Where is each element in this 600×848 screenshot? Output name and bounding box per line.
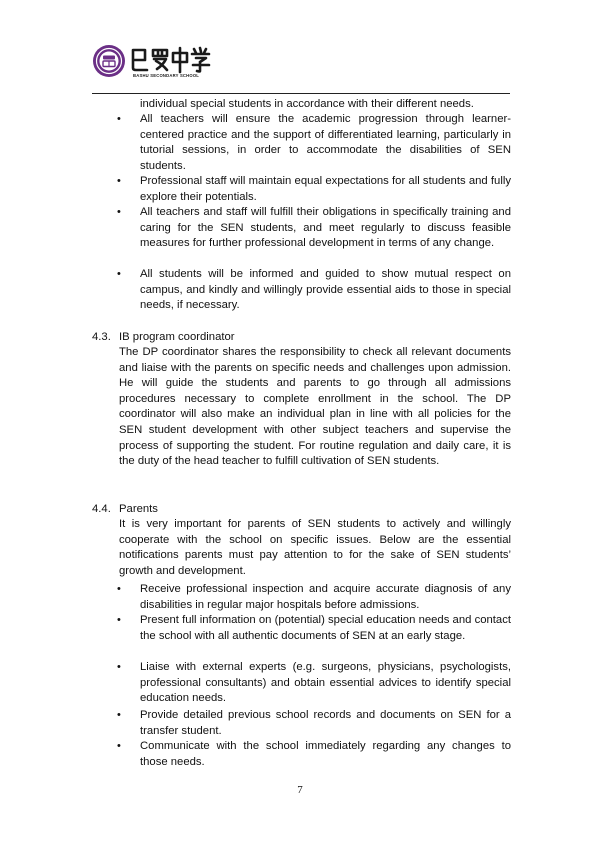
- bullet-marker: •: [117, 614, 121, 626]
- list-item: [117, 174, 511, 205]
- bullet-text: All students will be informed and guided to show mutual respect on campus, and kindly and willingly provide essential aids to those in special needs, if necessary.: [140, 268, 511, 312]
- paragraph-text: The DP coordinator shares the responsibility to check all relevant documents and liaise with the parents on specific needs and challenges upon admission. He will guide the students and parents to go through all admissions procedures necessary to complete enrollment in the school. The DP coordinator will also make an individual plan in line with all policies for the SEN student development with other subject teachers and supervise the process of supporting the student. For routine regulation and daily care, it is the duty of the head teacher to fulfill cultivation of SEN students.: [119, 346, 511, 468]
- section-title: Parents: [119, 503, 158, 515]
- paragraph-text: It is very important for parents of SEN students to actively and willingly cooperate with the school on specific issues. Below are the essential notifications parents must pay attention to for the sake of SEN students’ growth and development.: [119, 518, 511, 577]
- bullet-text: Provide detailed previous school records and documents on SEN for a transfer student.: [140, 709, 511, 737]
- list-item: [117, 582, 511, 613]
- bullet-text: Liaise with external experts (e.g. surgeons, physicians, psychologists, professional consultants) and obtain essential advices to identify special education needs.: [140, 661, 511, 705]
- section-number: 4.3.: [92, 331, 111, 343]
- bullet-marker: •: [117, 709, 121, 721]
- list-item: [117, 267, 511, 314]
- list-item: [117, 708, 511, 739]
- school-logo: [92, 44, 212, 80]
- bullet-text: All teachers will ensure the academic progression through learner-centered practice and the support of differentiated learning, particularly in tutorial sessions, in order to accommodate the disabilities of SEN students.: [140, 113, 511, 172]
- bullet-marker: •: [117, 175, 121, 187]
- bullet-marker: •: [117, 113, 121, 125]
- section-paragraph: [119, 517, 511, 579]
- bullet-text: Professional staff will maintain equal expectations for all students and fully explore their potentials.: [140, 175, 511, 203]
- bullet-marker: •: [117, 583, 121, 595]
- list-item: [117, 660, 511, 707]
- bullet-marker: •: [117, 206, 121, 218]
- svg-text:BASHU SECONDARY SCHOOL: BASHU SECONDARY SCHOOL: [133, 73, 200, 78]
- list-item: [117, 613, 511, 644]
- bullet-marker: •: [117, 661, 121, 673]
- bullet-marker: •: [117, 268, 121, 280]
- bullet-text: Receive professional inspection and acquire accurate diagnosis of any disabilities in regular major hospitals before admissions.: [140, 583, 511, 611]
- header-divider: [92, 93, 510, 94]
- list-item: [140, 97, 511, 113]
- section-number: 4.4.: [92, 503, 111, 515]
- list-item: [117, 112, 511, 174]
- bullet-text: individual special students in accordance with their different needs.: [140, 98, 474, 110]
- bullet-text: Communicate with the school immediately regarding any changes to those needs.: [140, 740, 511, 768]
- school-seal-icon: [92, 44, 126, 78]
- section-title: IB program coordinator: [119, 331, 235, 343]
- bullet-text: Present full information on (potential) special education needs and contact the school with all authentic documents of SEN at an early stage.: [140, 614, 511, 642]
- school-name-lettering: [130, 46, 212, 78]
- list-item: [117, 205, 511, 252]
- bullet-text: All teachers and staff will fulfill their obligations in specifically training and caring for the SEN students, and meet regularly to discuss feasible measures for further professional development in terms of any change.: [140, 206, 511, 250]
- bullet-marker: •: [117, 740, 121, 752]
- section-paragraph: [119, 345, 511, 470]
- list-item: [117, 739, 511, 770]
- page-number: 7: [297, 784, 303, 796]
